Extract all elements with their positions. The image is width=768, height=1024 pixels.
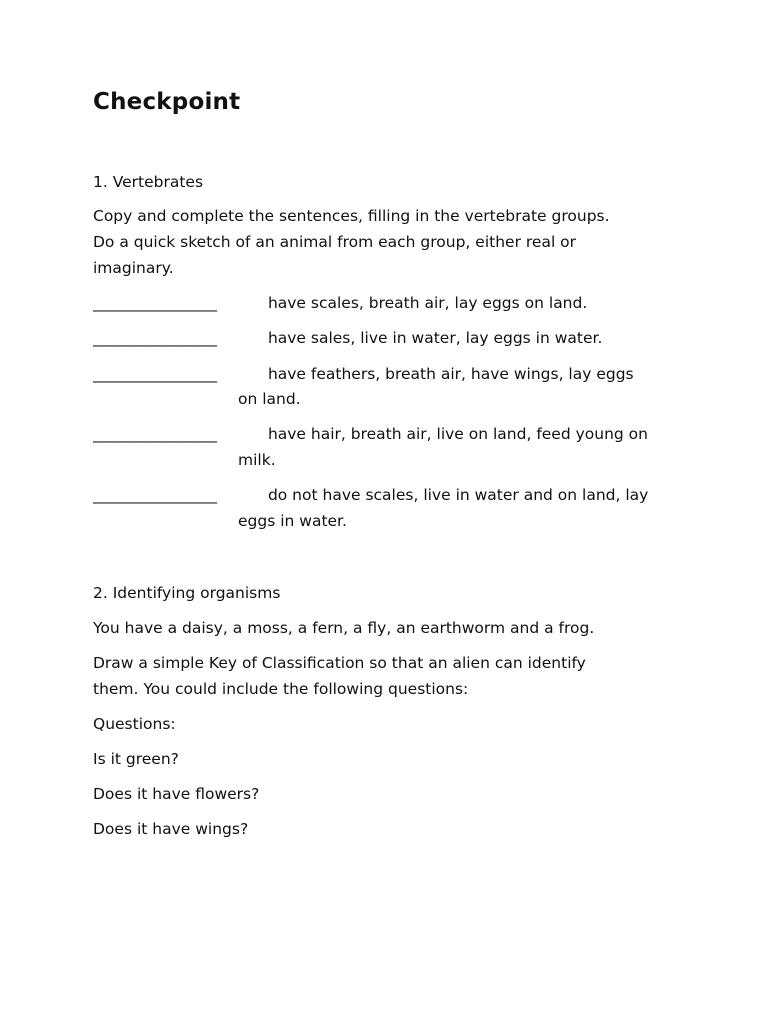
sentence-text: have sales, live in water, lay eggs in water. [267, 329, 603, 347]
answer-blank: ________________ [93, 365, 217, 383]
answer-blank: ________________ [93, 329, 217, 347]
section-2-instruction-line-1: Draw a simple Key of Classification so that an alien can identify [93, 654, 586, 672]
fill-in-sentence [93, 421, 683, 447]
question-item: Does it have wings? [93, 820, 249, 838]
question-item: Is it green? [93, 750, 179, 768]
section-1-intro-line-3: imaginary. [93, 259, 174, 277]
sentence-continuation: milk. [238, 451, 276, 469]
question-item: Does it have flowers? [93, 785, 260, 803]
section-2-organisms-line: You have a daisy, a moss, a fern, a fly, an earthworm and a frog. [93, 619, 595, 637]
section-1-intro-line-2: Do a quick sketch of an animal from each group, either real or [93, 233, 577, 251]
answer-blank: ________________ [93, 486, 217, 504]
answer-blank: ________________ [93, 425, 217, 443]
section-2-heading: 2. Identifying organisms [93, 584, 281, 602]
section-1-heading: 1. Vertebrates [93, 173, 204, 191]
fill-in-sentence [93, 290, 683, 316]
sentence-continuation: on land. [238, 390, 301, 408]
fill-in-sentence [93, 325, 683, 351]
sentence-continuation: eggs in water. [238, 512, 347, 530]
page-title: Checkpoint [93, 89, 241, 115]
fill-in-sentence [93, 361, 683, 387]
sentence-text: have feathers, breath air, have wings, lay eggs [267, 365, 634, 383]
sentence-text: do not have scales, live in water and on land, lay [267, 486, 649, 504]
section-2-instruction-line-2: them. You could include the following questions: [93, 680, 469, 698]
questions-label: Questions: [93, 715, 176, 733]
sentence-text: have hair, breath air, live on land, feed young on [267, 425, 648, 443]
sentence-text: have scales, breath air, lay eggs on land. [267, 294, 588, 312]
section-1-intro-line-1: Copy and complete the sentences, filling in the vertebrate groups. [93, 207, 610, 225]
answer-blank: ________________ [93, 294, 217, 312]
fill-in-sentence [93, 482, 683, 508]
